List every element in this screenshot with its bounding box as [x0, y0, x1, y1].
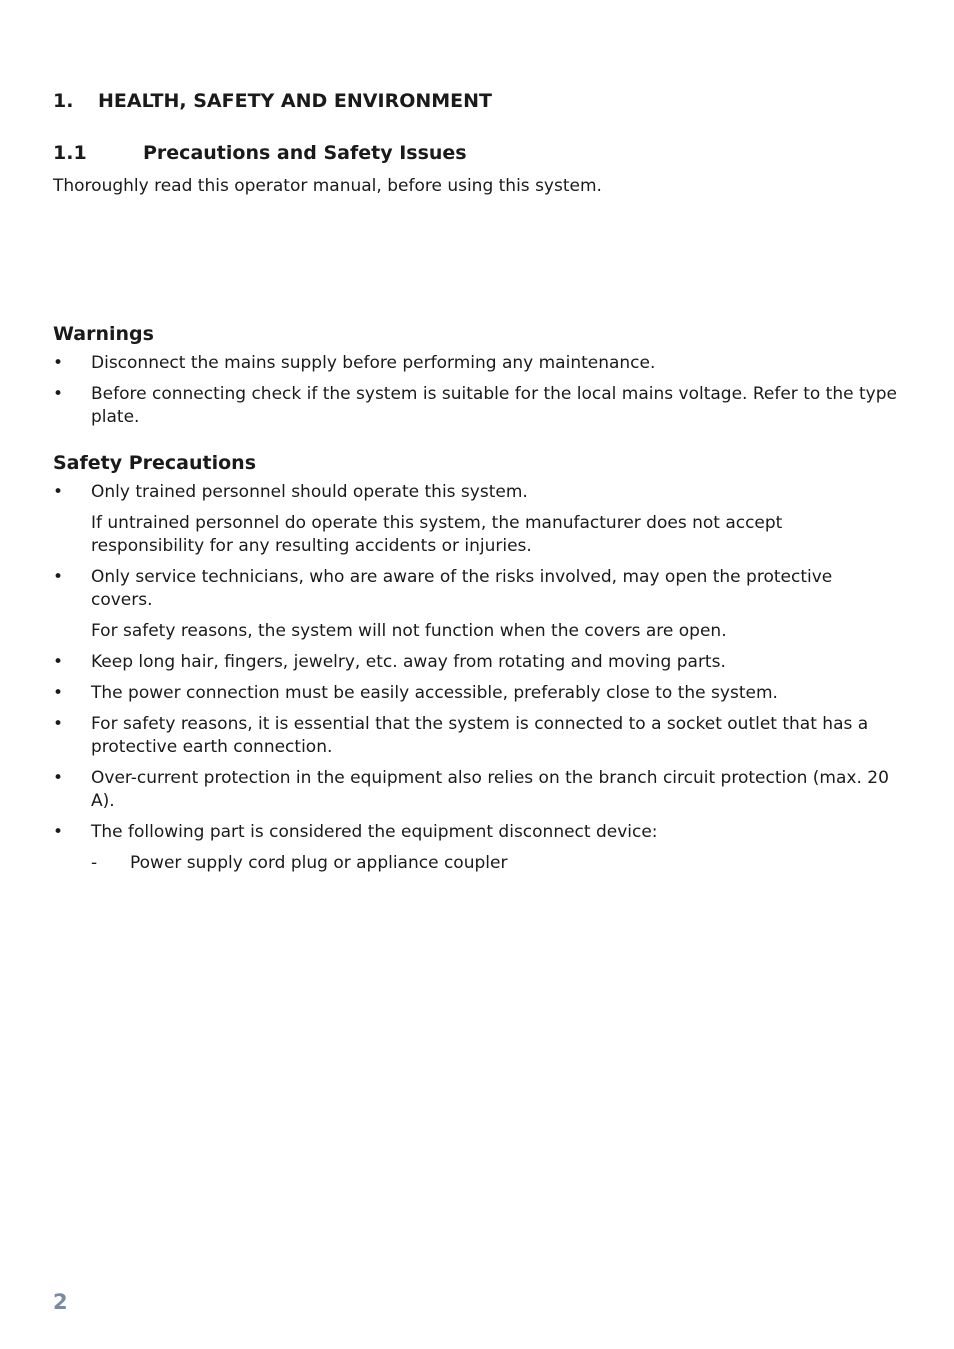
bullet-icon: •	[53, 683, 64, 703]
sub-list-item	[91, 852, 898, 875]
subsection-heading	[53, 142, 467, 164]
list-item	[53, 566, 898, 643]
section-title: HEALTH, SAFETY AND ENVIRONMENT	[98, 90, 492, 112]
list-item	[53, 682, 898, 705]
list-item	[53, 651, 898, 674]
list-item-text: Disconnect the mains supply before performing any maintenance.	[91, 353, 656, 373]
bullet-icon: •	[53, 482, 64, 502]
list-item-note: If untrained personnel do operate this system, the manufacturer does not accept responsibility for any resulting accidents or injuries.	[91, 513, 783, 556]
bullet-icon: •	[53, 353, 64, 373]
dash-icon: -	[91, 853, 98, 873]
bullet-icon: •	[53, 822, 64, 842]
list-item	[53, 383, 898, 429]
bullet-icon: •	[53, 652, 64, 672]
warnings-list	[53, 352, 898, 437]
list-item-text: The power connection must be easily accessible, preferably close to the system.	[91, 683, 778, 703]
section-heading	[53, 90, 492, 112]
list-item-text: For safety reasons, it is essential that the system is connected to a socket outlet that has a protective earth connection.	[91, 714, 869, 757]
list-item	[53, 713, 898, 759]
list-item-text: Before connecting check if the system is suitable for the local mains voltage. Refer to the type plate.	[91, 384, 897, 427]
list-item-text: Only service technicians, who are aware of the risks involved, may open the protective covers.	[91, 567, 833, 610]
bullet-icon: •	[53, 714, 64, 734]
section-number: 1.	[53, 90, 74, 112]
list-item-text: Keep long hair, fingers, jewelry, etc. away from rotating and moving parts.	[91, 652, 726, 672]
list-item	[53, 767, 898, 813]
list-item-text: Over-current protection in the equipment also relies on the branch circuit protection (max. 20 A).	[91, 768, 889, 811]
list-item	[53, 352, 898, 375]
sub-list-item-text: Power supply cord plug or appliance coupler	[130, 853, 508, 873]
list-item-note: For safety reasons, the system will not function when the covers are open.	[91, 621, 727, 641]
bullet-icon: •	[53, 768, 64, 788]
bullet-icon: •	[53, 384, 64, 404]
list-item	[53, 481, 898, 558]
list-item-text: The following part is considered the equipment disconnect device:	[91, 822, 658, 842]
warnings-heading: Warnings	[53, 323, 154, 345]
safety-heading: Safety Precautions	[53, 452, 257, 474]
safety-list	[53, 481, 898, 883]
list-item-text: Only trained personnel should operate this system.	[91, 482, 528, 502]
intro-paragraph: Thoroughly read this operator manual, before using this system.	[53, 176, 602, 196]
list-item	[53, 821, 898, 875]
bullet-icon: •	[53, 567, 64, 587]
page-number: 2	[53, 1290, 68, 1314]
subsection-title: Precautions and Safety Issues	[143, 142, 467, 164]
subsection-number: 1.1	[53, 142, 87, 164]
